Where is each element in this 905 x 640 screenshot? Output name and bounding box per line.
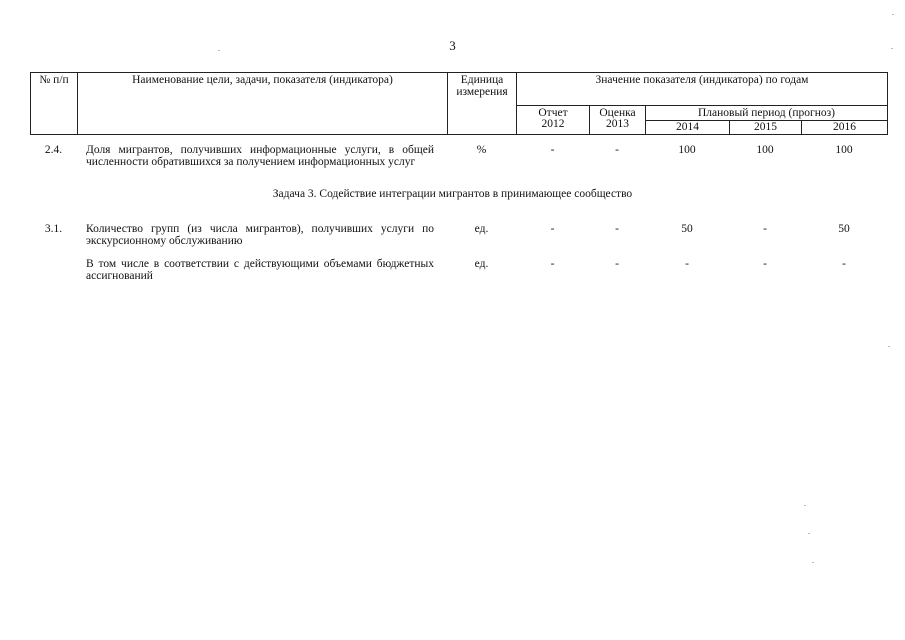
row-number: 2.4. [44,144,63,156]
row-value-2016: 100 [835,144,853,156]
row-value-2013: - [615,144,619,156]
row-value-2013: - [615,258,619,270]
header-unit: Единица измерения [448,73,517,135]
scan-speck [891,48,893,49]
header-year-2015: 2015 [730,121,802,135]
row-value-2012: - [550,144,555,156]
row-number: 3.1. [44,223,63,235]
scan-speck [808,533,810,534]
row-value-2016: - [842,258,846,270]
header-year-2016: 2016 [802,121,888,135]
row-value-2014: 100 [678,144,696,156]
header-report-year: 2012 [541,118,565,130]
row-value-2015: 100 [756,144,774,156]
row-unit: ед. [474,258,489,270]
row-indicator-name: В том числе в соответствии с действующими объемами бюджетных ассигнований [86,258,434,282]
row-value-2015: - [763,223,767,235]
scan-speck [812,562,814,563]
scan-speck [888,346,890,347]
row-unit: ед. [474,223,489,235]
task-heading: Задача 3. Содействие интеграции мигрантов в принимающее сообщество [272,188,633,200]
scan-speck [804,505,806,506]
row-value-2016: 50 [838,223,850,235]
scan-speck [218,50,220,51]
row-value-2013: - [615,223,619,235]
header-report-label: Отчет [538,107,568,119]
indicator-table-header [30,72,888,135]
header-report [517,106,590,135]
page-number: 3 [449,38,456,53]
header-estimate [590,106,646,135]
header-name: Наименование цели, задачи, показателя (индикатора) [78,73,448,135]
row-indicator-name: Количество групп (из числа мигрантов), получивших услуги по экскурсионному обслуживанию [86,223,434,247]
header-values-by-year: Значение показателя (индикатора) по годам [517,73,888,106]
row-value-2014: 50 [681,223,693,235]
row-value-2014: - [685,258,689,270]
header-year-2014: 2014 [646,121,730,135]
scan-speck [892,14,894,15]
header-plan-period: Плановый период (прогноз) [646,106,888,121]
row-indicator-name: Доля мигрантов, получивших информационные услуги, в общей численности обратившихся за получением информационных услуг [86,144,434,168]
row-value-2015: - [763,258,767,270]
row-unit: % [476,144,487,156]
row-value-2012: - [550,223,555,235]
header-estimate-label: Оценка [599,107,636,119]
header-estimate-year: 2013 [606,118,629,130]
header-num: № п/п [31,73,78,135]
row-value-2012: - [550,258,555,270]
